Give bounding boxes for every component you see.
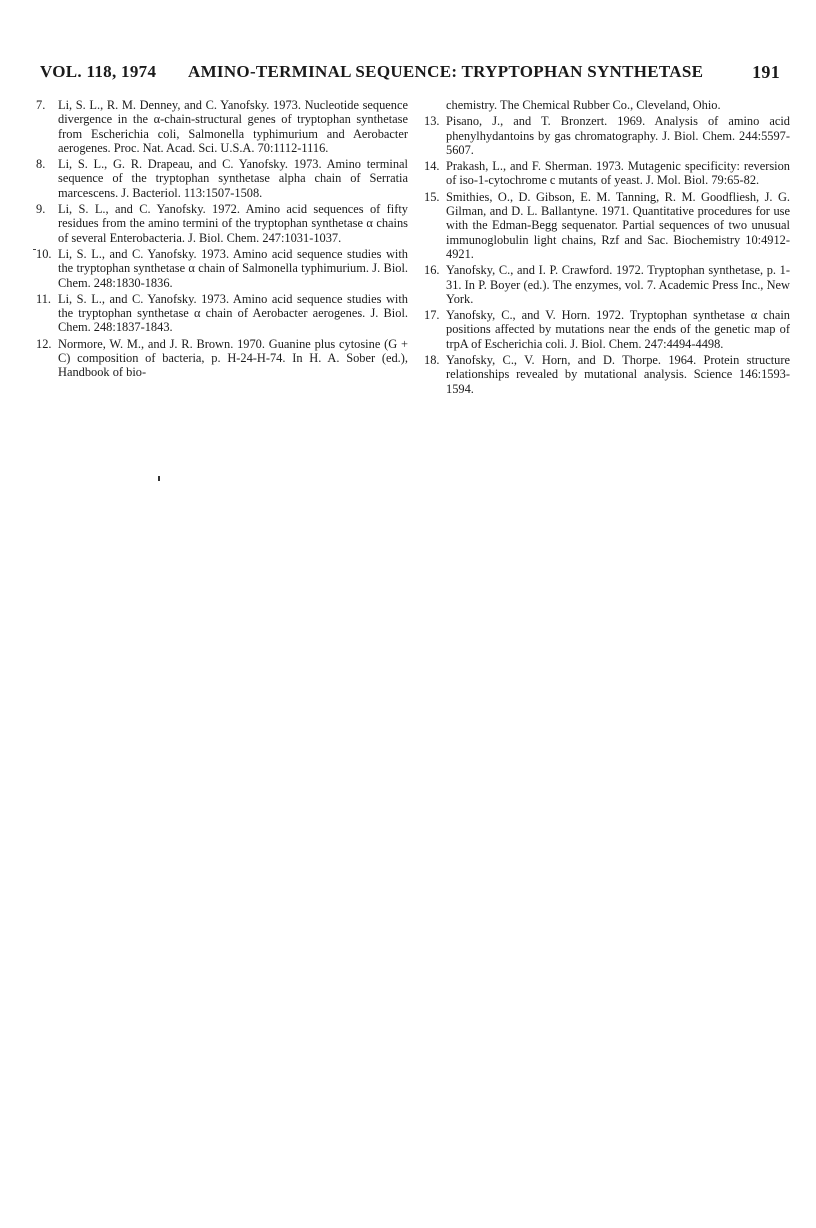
reference-13 xyxy=(424,114,790,157)
reference-text: Yanofsky, C., V. Horn, and D. Thorpe. 1964. Protein structure relationships revealed by mutational analysis. Science 146:1593-1594. xyxy=(446,353,790,396)
volume-label: VOL. 118, 1974 xyxy=(40,62,157,81)
reference-7 xyxy=(36,98,408,155)
reference-number: 9. xyxy=(36,202,46,217)
reference-text: Yanofsky, C., and V. Horn. 1972. Tryptophan synthetase α chain positions affected by mutations near the ends of the genetic map of trpA of Escherichia coli. J. Biol. Chem. 247:4494-4498. xyxy=(446,308,790,351)
reference-16 xyxy=(424,263,790,306)
reference-11 xyxy=(36,292,408,335)
reference-14 xyxy=(424,159,790,188)
reference-text: chemistry. The Chemical Rubber Co., Cleveland, Ohio. xyxy=(446,98,721,112)
reference-number: 7. xyxy=(36,98,46,112)
running-title: AMINO-TERMINAL SEQUENCE: TRYPTOPHAN SYNTHETASE xyxy=(188,62,704,81)
left-column-references xyxy=(36,98,408,380)
reference-number: 13. xyxy=(424,114,440,129)
running-header xyxy=(40,62,780,86)
reference-18 xyxy=(424,353,790,396)
reference-number: 11. xyxy=(36,291,52,306)
reference-number: 17. xyxy=(424,308,440,323)
reference-text: Li, S. L., R. M. Denney, and C. Yanofsky. 1973. Nucleotide sequence divergence in the α-chain-structural genes of tryptophan synthetase from Escherichia coli, Salmonella typhimurium and Aerobacter aerogenes. Proc. Nat. Acad. Sci. U.S.A. 70:1112-1116. xyxy=(58,98,408,155)
reference-text: Pisano, J., and T. Bronzert. 1969. Analysis of amino acid phenylhydantoins by gas chromatography. J. Biol. Chem. 244:5597-5607. xyxy=(446,114,790,157)
reference-text: Prakash, L., and F. Sherman. 1973. Mutagenic specificity: reversion of iso-1-cytochrome c mutants of yeast. J. Mol. Biol. 79:65-82. xyxy=(446,159,790,188)
reference-12 xyxy=(36,337,408,380)
reference-number: 16. xyxy=(424,263,440,278)
reference-15 xyxy=(424,190,790,261)
reference-text: Smithies, O., D. Gibson, E. M. Tanning, R. M. Goodfliesh, J. G. Gilman, and D. L. Ballantyne. 1971. Quantitative procedures for use with the Edman-Begg sequenator. Partial sequences of two unusual immunoglobulin light chains, Rzf and Sac. Biochemistry 10:4912-4921. xyxy=(446,189,790,261)
reference-number: 12. xyxy=(36,336,52,351)
stray-mark xyxy=(158,476,160,481)
right-column-references xyxy=(424,98,790,396)
reference-number: 18. xyxy=(424,353,440,368)
reference-number: 10. xyxy=(36,246,52,261)
reference-9 xyxy=(36,202,408,245)
reference-number: 14. xyxy=(424,159,440,174)
reference-8 xyxy=(36,157,408,200)
reference-12-continuation xyxy=(424,98,790,112)
reference-text: Li, S. L., G. R. Drapeau, and C. Yanofsky. 1973. Amino terminal sequence of the tryptophan synthetase alpha chain of Serratia marcescens. J. Bacteriol. 113:1507-1508. xyxy=(58,157,408,200)
reference-number: 8. xyxy=(36,157,46,172)
page-number: 191 xyxy=(752,62,780,82)
reference-text: Li, S. L., and C. Yanofsky. 1973. Amino acid sequence studies with the tryptophan synthetase α chain of Aerobacter aerogenes. J. Biol. Chem. 248:1837-1843. xyxy=(58,291,408,335)
reference-text: Li, S. L., and C. Yanofsky. 1972. Amino acid sequences of fifty residues from the amino termini of the tryptophan synthetase α chains of several Enterobacteria. J. Biol. Chem. 247:1031-1037. xyxy=(58,202,408,245)
reference-text: Normore, W. M., and J. R. Brown. 1970. Guanine plus cytosine (G + C) composition of bacteria, p. H-24-H-74. In H. A. Sober (ed.), Handbook of bio- xyxy=(58,336,408,380)
reference-10 xyxy=(36,247,408,290)
reference-text: Li, S. L., and C. Yanofsky. 1973. Amino acid sequence studies with the tryptophan synthetase α chain of Salmonella typhimurium. J. Biol. Chem. 248:1830-1836. xyxy=(58,246,408,290)
reference-text: Yanofsky, C., and I. P. Crawford. 1972. Tryptophan synthetase, p. 1-31. In P. Boyer (ed.). The enzymes, vol. 7. Academic Press Inc., New York. xyxy=(446,263,790,306)
reference-17 xyxy=(424,308,790,351)
reference-number: 15. xyxy=(424,189,440,204)
